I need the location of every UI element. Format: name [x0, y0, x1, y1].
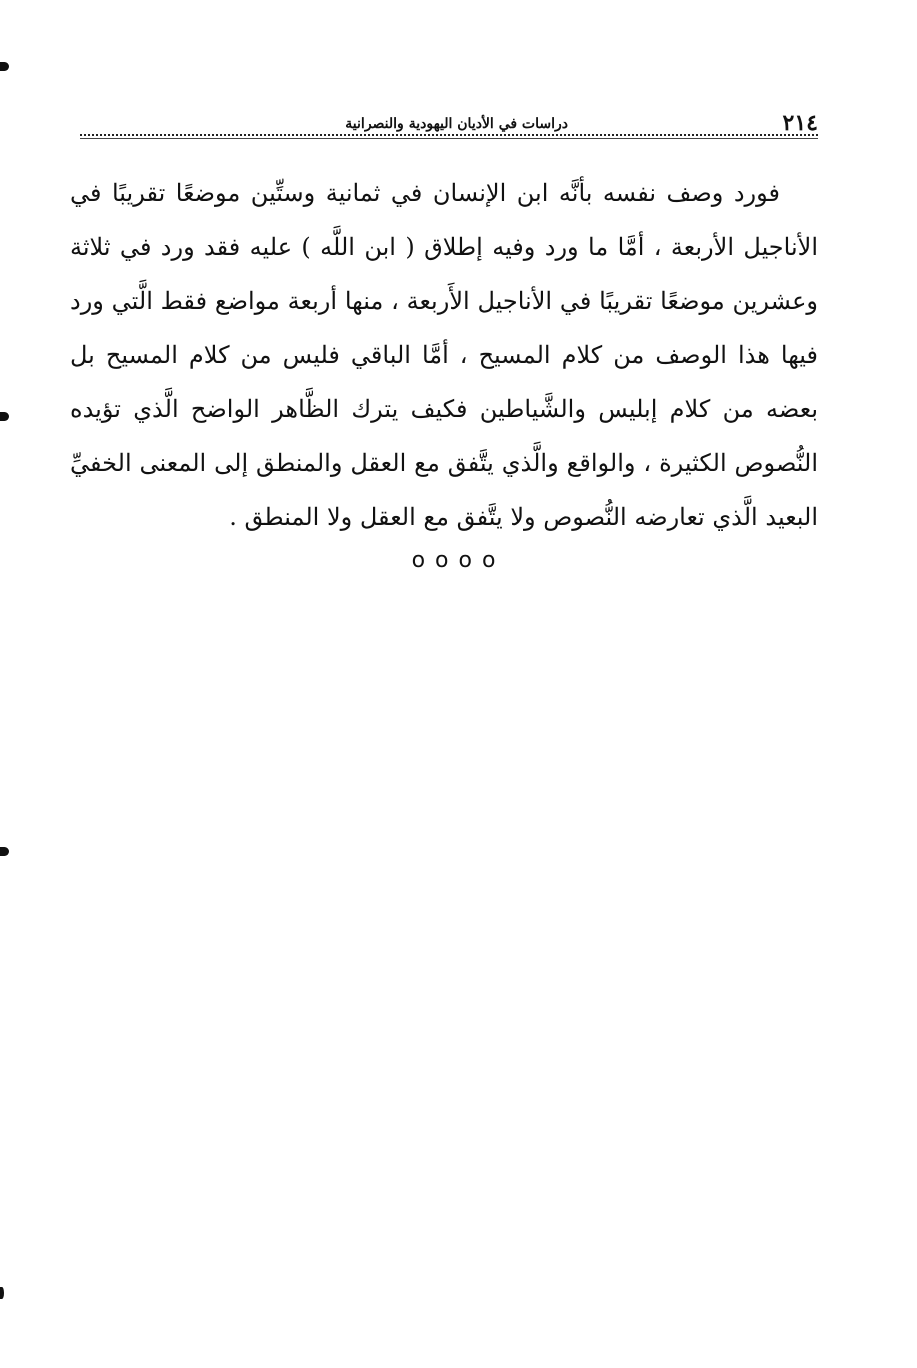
running-header: [80, 108, 818, 136]
page-number: ٢١٤: [782, 110, 818, 136]
section-end-ornament: oooo: [411, 548, 506, 573]
body-paragraph: فورد وصف نفسه بأنَّه ابن الإنسان في ثمانية وستِّين موضعًا تقريبًا في الأناجيل الأربعة ، أمَّا ما ورد وفيه إطلاق ( ابن اللَّه ) عليه فقد ورد في ثلاثة وعشرين موضعًا تقريبًا في الأناجيل الأَربعة ، منها أربعة مواضع فقط الَّتي ورد فيها هذا الوصف من كلام المسيح ، أمَّا الباقي فليس من كلام المسيح بل بعضه من كلام إبليس والشَّياطين فكيف يترك الظَّاهر الواضح الَّذي تؤيده النُّصوص الكثيرة ، والواقع والَّذي يتَّفق مع العقل والمنطق إلى المعنى الخفيِّ البعيد الَّذي تعارضه النُّصوص ولا يتَّفق مع العقل ولا المنطق .: [70, 179, 818, 531]
scan-edge-mark: [0, 62, 9, 71]
scan-edge-mark: [0, 412, 9, 421]
scan-edge-mark: [0, 847, 9, 856]
header-divider: [80, 134, 818, 136]
scan-edge-mark: [0, 1287, 4, 1299]
header-divider-line: [80, 138, 818, 139]
running-title: دراسات في الأديان اليهودية والنصرانية: [345, 116, 568, 132]
